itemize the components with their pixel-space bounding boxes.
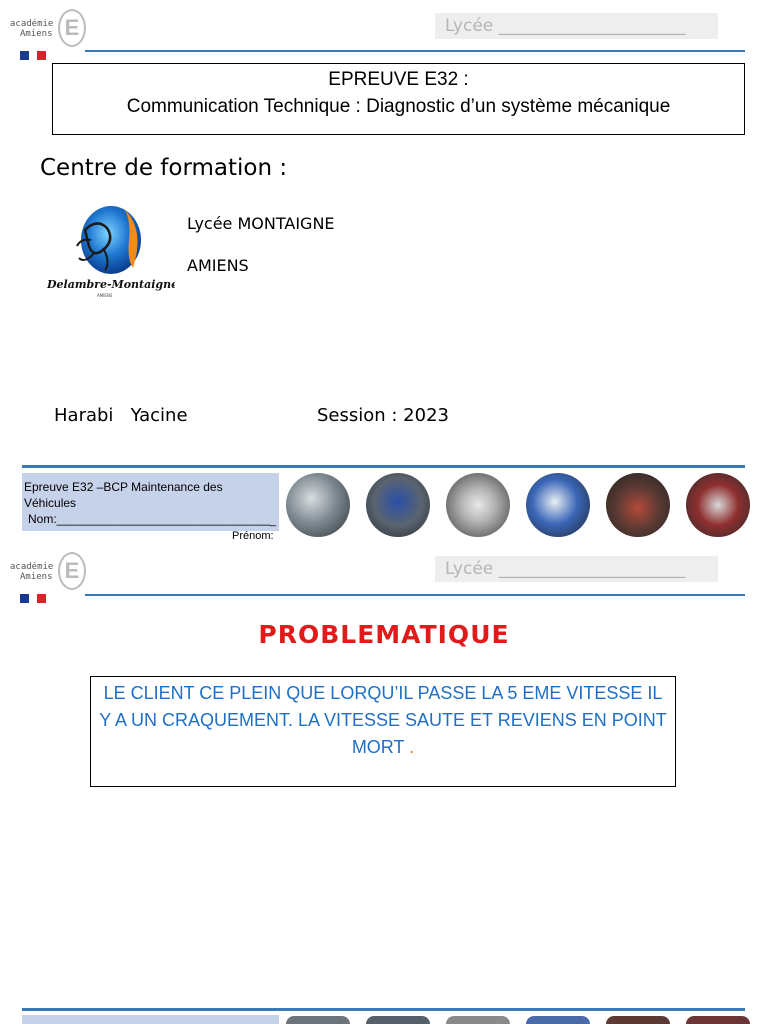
student-name: Harabi Yacine — [54, 405, 188, 426]
academie-logo-text: académie Amiens — [10, 19, 54, 39]
footer-info-box — [22, 473, 279, 531]
workshop-photo — [686, 473, 750, 537]
school-name: Lycée MONTAIGNE — [187, 214, 335, 233]
svg-text:AMIENS: AMIENS — [97, 293, 113, 298]
lycee-field[interactable]: Lycée ______________________ — [435, 556, 718, 582]
footer-dash: _ — [270, 515, 277, 527]
footer-info-box — [22, 1015, 279, 1024]
problem-title: PROBLEMATIQUE — [258, 620, 510, 649]
workshop-photo — [286, 473, 350, 537]
problem-statement-box — [90, 676, 676, 787]
workshop-photo — [606, 473, 670, 537]
footer-rule — [22, 1008, 745, 1011]
session-label: Session : 2023 — [317, 405, 449, 426]
title-box — [52, 63, 745, 135]
lycee-field[interactable]: Lycée ______________________ — [435, 13, 718, 39]
problem-statement-text: LE CLIENT CE PLEIN QUE LORQU’IL PASSE LA 5 EME VITESSE IL Y A UN CRAQUEMENT. LA VITESSE SAUTE ET REVIENS EN POINT MORT — [99, 683, 667, 757]
workshop-photo — [286, 1016, 350, 1024]
school-city: AMIENS — [187, 256, 249, 275]
e-mark-icon: E — [58, 9, 86, 47]
workshop-photo — [606, 1016, 670, 1024]
e-mark-icon: E — [58, 552, 86, 590]
footer-rule — [22, 465, 745, 468]
school-logo — [45, 200, 175, 298]
academie-amiens-logo — [10, 5, 80, 65]
footer-prenom-field[interactable]: Prénom: — [232, 530, 274, 542]
workshop-photo — [446, 1016, 510, 1024]
title-line-1: EPREUVE E32 : — [328, 69, 469, 90]
french-flag-icon — [20, 594, 46, 603]
header-rule — [85, 594, 745, 596]
workshop-photo — [526, 473, 590, 537]
workshop-photo — [686, 1016, 750, 1024]
workshop-photo — [526, 1016, 590, 1024]
french-flag-icon — [20, 51, 46, 60]
workshop-photo — [446, 473, 510, 537]
workshop-photo — [366, 1016, 430, 1024]
problem-statement-end: . — [409, 737, 415, 757]
workshop-photo — [366, 473, 430, 537]
title-line-2: Communication Technique : Diagnostic d’un système mécanique — [126, 96, 671, 117]
centre-de-formation-label: Centre de formation : — [40, 155, 288, 181]
academie-logo-text: académie Amiens — [10, 562, 54, 582]
footer-exam-line: Epreuve E32 –BCP Maintenance des Véhicules — [24, 480, 223, 510]
footer-nom-field[interactable]: Nom:________________________________ — [28, 512, 271, 526]
svg-text:Delambre-Montaigne: Delambre-Montaigne — [47, 278, 175, 291]
header-rule — [85, 50, 745, 52]
academie-amiens-logo — [10, 548, 80, 608]
